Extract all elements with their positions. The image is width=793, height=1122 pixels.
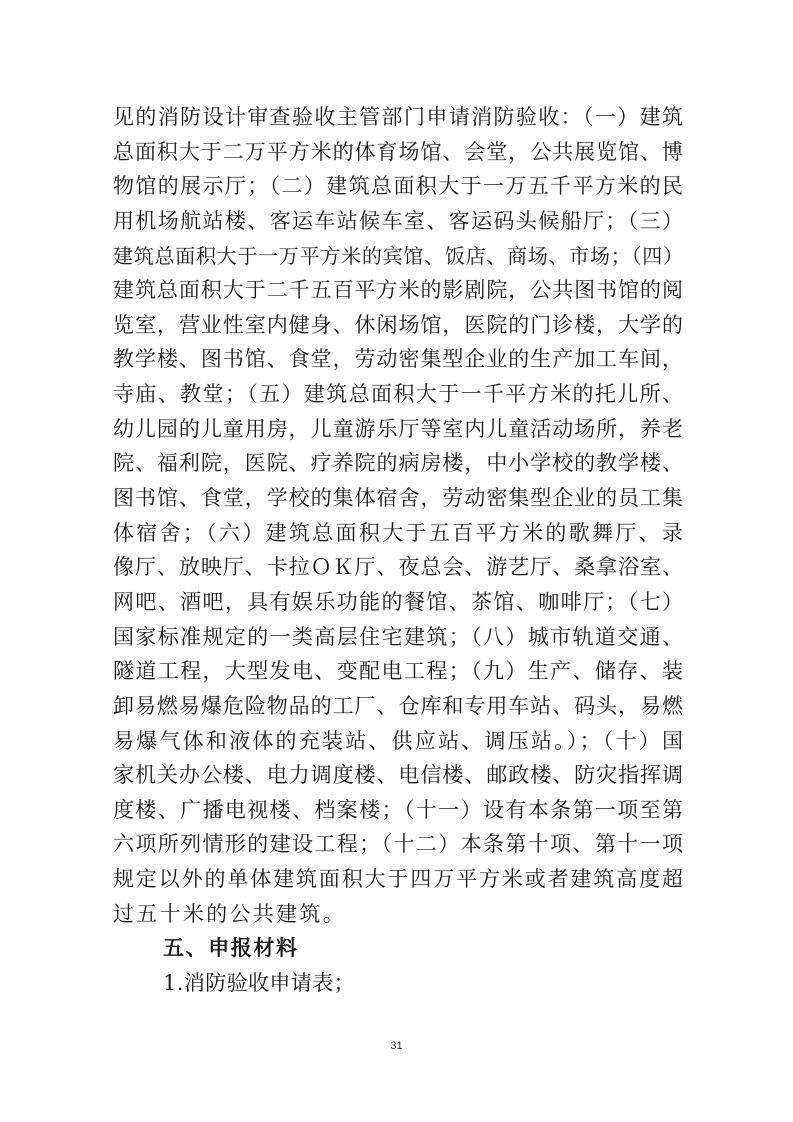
paragraph-line: 院、福利院，医院、疗养院的病房楼，中小学校的教学楼、 <box>113 451 683 476</box>
paragraph-line: 像厅、放映厅、卡拉ＯＫ厅、夜总会、游艺厅、桑拿浴室、 <box>113 555 683 580</box>
paragraph-line: 幼儿园的儿童用房，儿童游乐厅等室内儿童活动场所，养老 <box>113 416 683 441</box>
paragraph-line: 卸易燃易爆危险物品的工厂、仓库和专用车站、码头，易燃 <box>113 693 683 718</box>
paragraph-line: 寺庙、教堂；（五）建筑总面积大于一千平方米的托儿所、 <box>113 382 683 407</box>
paragraph-line-last: 过五十米的公共建筑。 <box>113 901 346 926</box>
paragraph-line: 见的消防设计审查验收主管部门申请消防验收：（一）建筑 <box>113 105 683 129</box>
paragraph-line: 度楼、广播电视楼、档案楼；（十一）设有本条第一项至第 <box>113 797 683 822</box>
paragraph-line: 建筑总面积大于二千五百平方米的影剧院，公共图书馆的阅 <box>113 278 683 303</box>
paragraph-line: 家机关办公楼、电力调度楼、电信楼、邮政楼、防灾指挥调 <box>113 763 683 788</box>
paragraph-line: 网吧、酒吧，具有娱乐功能的餐馆、茶馆、咖啡厅；（七） <box>113 589 683 614</box>
paragraph-line: 图书馆、食堂，学校的集体宿舍，劳动密集型企业的员工集 <box>113 486 683 511</box>
paragraph-line: 总面积大于二万平方米的体育场馆、会堂，公共展览馆、博 <box>113 139 683 164</box>
body-text <box>113 100 683 1001</box>
paragraph-line: 览室，营业性室内健身、休闲场馆，医院的门诊楼，大学的 <box>113 312 683 337</box>
paragraph-line: 建筑总面积大于一万平方米的宾馆、饭店、商场、市场；（四） <box>113 243 683 268</box>
paragraph-line: 隧道工程，大型发电、变配电工程；（九）生产、储存、装 <box>113 659 683 684</box>
paragraph-line: 体宿舍；（六）建筑总面积大于五百平方米的歌舞厅、录 <box>113 520 683 545</box>
paragraph-line: 用机场航站楼、客运车站候车室、客运码头候船厅；（三） <box>113 208 683 233</box>
paragraph-line: 国家标准规定的一类高层住宅建筑；（八）城市轨道交通、 <box>113 624 683 649</box>
paragraph-line: 教学楼、图书馆、食堂，劳动密集型企业的生产加工车间， <box>113 347 683 372</box>
paragraph-line: 物馆的展示厅；（二）建筑总面积大于一万五千平方米的民 <box>113 174 683 199</box>
paragraph-line: 六项所列情形的建设工程；（十二）本条第十项、第十一项 <box>113 832 683 857</box>
page-number: 31 <box>390 1040 403 1052</box>
section-heading: 五、申报材料 <box>163 936 299 961</box>
paragraph-line: 易爆气体和液体的充装站、供应站、调压站。）；（十）国 <box>113 728 683 753</box>
list-item: 1.消防验收申请表； <box>163 971 356 996</box>
paragraph-line: 规定以外的单体建筑面积大于四万平方米或者建筑高度超 <box>113 867 683 892</box>
